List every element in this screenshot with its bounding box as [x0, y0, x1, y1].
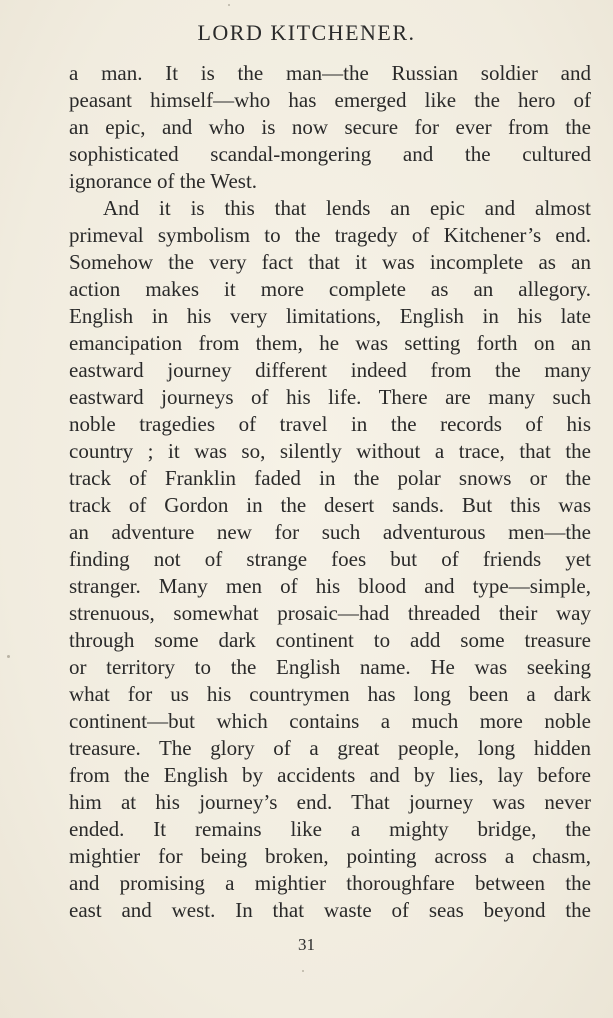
text-line: mightier for being broken, pointing across a chasm,: [69, 844, 591, 868]
body-text: [69, 60, 591, 924]
text-line: Somehow the very fact that it was incomplete as an: [69, 250, 591, 274]
text-line: eastward journey different indeed from the many: [69, 358, 591, 382]
text-line: strenuous, somewhat prosaic—had threaded their way: [69, 601, 591, 625]
text-line: a man. It is the man—the Russian soldier and: [69, 61, 591, 85]
running-head: LORD KITCHENER.: [197, 20, 416, 45]
text-line: English in his very limitations, English in his late: [69, 304, 591, 328]
text-line: emancipation from them, he was setting forth on an: [69, 331, 591, 355]
text-line: what for us his countrymen has long been a dark: [69, 682, 591, 706]
text-line: continent—but which contains a much more noble: [69, 709, 591, 733]
text-line: track of Franklin faded in the polar snows or the: [69, 466, 591, 490]
text-line: peasant himself—who has emerged like the hero of: [69, 88, 591, 112]
text-line: east and west. In that waste of seas beyond the: [69, 898, 591, 922]
text-line: through some dark continent to add some treasure: [69, 628, 591, 652]
text-line: an adventure new for such adventurous men—the: [69, 520, 591, 544]
paragraph-1: [69, 60, 591, 195]
text-line: stranger. Many men of his blood and type—simple,: [69, 574, 591, 598]
text-line: from the English by accidents and by lies, lay before: [69, 763, 591, 787]
text-line: noble tragedies of travel in the records of his: [69, 412, 591, 436]
text-line: an epic, and who is now secure for ever from the: [69, 115, 591, 139]
paragraph-2: [69, 195, 591, 924]
page-number: 31: [298, 935, 315, 954]
text-line: ignorance of the West.: [69, 169, 258, 193]
paper-speck: [7, 655, 10, 658]
text-line: treasure. The glory of a great people, long hidden: [69, 736, 591, 760]
text-line: eastward journeys of his life. There are many such: [69, 385, 591, 409]
text-line: track of Gordon in the desert sands. But this was: [69, 493, 591, 517]
text-line: And it is this that lends an epic and almost: [103, 196, 591, 220]
text-line: sophisticated scandal-mongering and the cultured: [69, 142, 591, 166]
paper-speck: [228, 4, 230, 6]
text-line: primeval symbolism to the tragedy of Kitchener’s end.: [69, 223, 591, 247]
paper-speck: [302, 970, 304, 972]
text-line: or territory to the English name. He was seeking: [69, 655, 591, 679]
text-line: finding not of strange foes but of friends yet: [69, 547, 591, 571]
text-line: him at his journey’s end. That journey was never: [69, 790, 591, 814]
text-line: action makes it more complete as an allegory.: [69, 277, 591, 301]
text-line: and promising a mightier thoroughfare between the: [69, 871, 591, 895]
text-line: country ; it was so, silently without a trace, that the: [69, 439, 591, 463]
text-line: ended. It remains like a mighty bridge, the: [69, 817, 591, 841]
